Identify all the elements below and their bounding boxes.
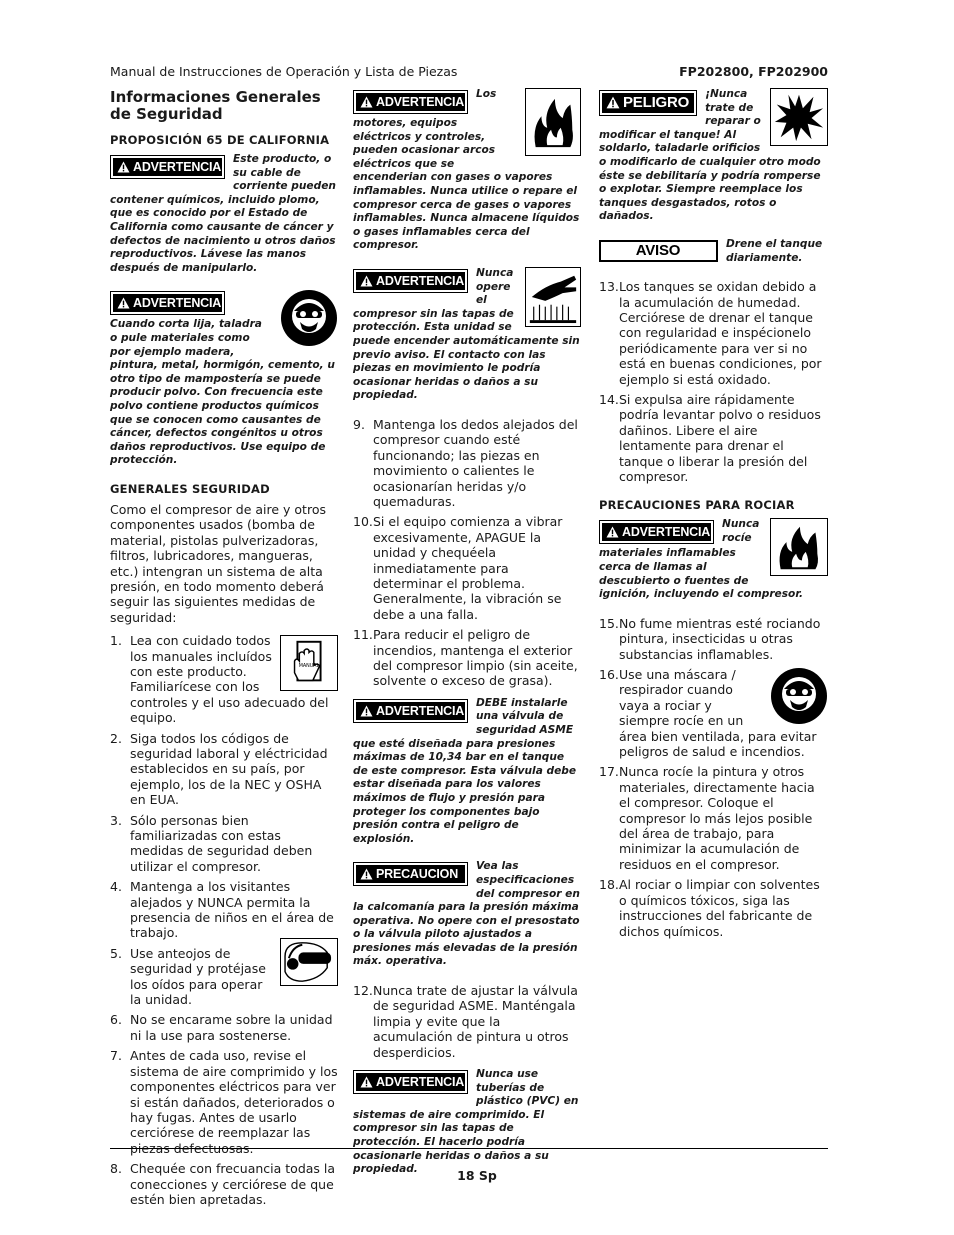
warning-triangle-icon — [360, 705, 373, 717]
item-number: 1. — [110, 633, 122, 649]
advertencia-text: ADVERTENCIA — [376, 273, 465, 288]
list-item — [599, 877, 828, 939]
item-number: 9. — [353, 416, 365, 432]
safety-list-15-18 — [599, 616, 828, 939]
warning-triangle-icon — [360, 275, 373, 287]
caution-specifications — [353, 860, 581, 969]
column-1 — [110, 88, 338, 1215]
general-safety-list — [110, 633, 338, 1207]
list-item — [599, 392, 828, 484]
list-item — [110, 879, 338, 941]
item-number: 15. — [599, 615, 619, 631]
item-text: Para reducir el peligro de incendios, mantenga el exterior del compresor limpio (sin aceite, solvente o exceso de grasa). — [373, 627, 578, 689]
precaucion-text: PRECAUCION — [376, 867, 459, 882]
item-number: 10. — [353, 514, 373, 530]
danger-tank-text: ¡Nunca trate de reparar o modificar el tanque! Al soldarlo, taladarle orificios o modificarlo de cualquier otro modo éste se debilitaría y podría romperse o explotar. Siempre reemplace los tanques desgastados, rotos o dañados. — [599, 88, 821, 223]
item-number: 16. — [599, 667, 619, 682]
list-item — [353, 627, 581, 689]
warning-guards — [353, 267, 581, 403]
list-item — [110, 946, 338, 1008]
item-text: Use una máscara / respirador cuando vaya a rociar y siempre rocíe en un área bien ventilada, para evitar peligros de salud e incendios. — [619, 667, 817, 760]
item-text: Mantenga los dedos alejados del compresor cuando esté funcionando; las piezas en movimiento o calientes le ocasionarían heridas y/o quemaduras. — [373, 416, 578, 509]
item-text: Mantenga a los visitantes alejados y NUNCA permita la presencia de niños en el área de trabajo. — [130, 879, 334, 941]
advertencia-label — [353, 90, 468, 114]
warning-triangle-icon — [360, 868, 373, 880]
read-manual-icon — [280, 635, 338, 691]
danger-tank-modification — [599, 88, 828, 224]
footer-divider — [110, 1148, 828, 1149]
list-item — [110, 813, 338, 875]
column-2 — [353, 88, 581, 1191]
advertencia-text: ADVERTENCIA — [133, 160, 222, 174]
page-header — [110, 64, 828, 82]
advertencia-text: ADVERTENCIA — [133, 296, 222, 311]
item-number: 3. — [110, 812, 122, 828]
section-title: Informaciones Generales de Seguridad — [110, 88, 321, 123]
list-item — [110, 633, 338, 725]
peligro-text: PELIGRO — [623, 94, 690, 111]
advertencia-text: ADVERTENCIA — [376, 1075, 465, 1090]
item-text: Al rociar o limpiar con solventes o químicos tóxicos, siga las instrucciones del fabricante de dichos químicos. — [619, 877, 820, 939]
warning-triangle-icon — [117, 161, 130, 173]
prop65-warning-1-text: Este producto, o su cable de corriente pueden contener químicos, incluido plomo, que es conocido por el Estado de California como causante de cáncer y defectos de nacimiento u otros daños reproductivos. Lávese las manos después de manipularlo. — [110, 153, 336, 274]
prop65-warning-2 — [110, 289, 338, 468]
list-item — [599, 764, 828, 872]
item-number: 11. — [353, 627, 373, 643]
aviso-label — [599, 240, 718, 262]
warning-asme-valve — [353, 697, 581, 847]
respirator-mask-icon — [280, 289, 338, 347]
warning-flammable-vapors — [353, 88, 581, 253]
item-text: No se encarame sobre la unidad ni la use para sostenerse. — [130, 1012, 333, 1043]
list-item — [353, 417, 581, 509]
advertencia-text: ADVERTENCIA — [622, 525, 711, 540]
item-text: Nunca rocíe la pintura y otros materiales, directamente hacia el compresor. Coloque el compresor lo más lejos posible del área de trabajo, para minimizar la acumulación de residuos en el compresor. — [619, 764, 815, 872]
advertencia-label — [110, 291, 225, 315]
item-text: Lea con cuidado todos los manuales incluídos con este producto. Familiarícese con los controles y el uso adecuado del equipo. — [130, 633, 329, 726]
warning-guards-text: Nunca opere el compresor sin las tapas de protección. Esta unidad se puede encender automáticamente sin previo aviso. El contacto con las piezas en movimiento le podría ocasionar heridas o daños a su propiedad. — [353, 266, 580, 402]
manual-icon-text: MANUAL — [298, 663, 320, 669]
prop65-warning-2-text: Cuando corta lija, taladra o pule materiales como por ejemplo madera, pintura, metal, hormigón, cemento, u otro tipo de mampostería se puede producir polvo. Con frecuencia este polvo contiene productos químicos que se conocen como causantes de cáncer, defectos congénitos u otros daños reproductivos. Use equipo de protección. — [110, 318, 335, 467]
hot-surface-hand-icon — [525, 267, 581, 327]
page-number: 18 Sp — [457, 1168, 497, 1183]
caution-specifications-text: Vea las especificaciones del compresor en la calcomanía para la presión máxima operativa. No opere con el presostato o la válvula piloto ajustados a presiones más elevadas de la presión máx. operativa. — [353, 860, 580, 968]
warning-triangle-icon — [606, 526, 619, 538]
list-item — [599, 279, 828, 387]
prop65-warning-1 — [110, 153, 338, 275]
safety-list-13-14 — [599, 279, 828, 484]
fire-icon — [525, 88, 581, 156]
model-numbers: FP202800, FP202900 — [679, 64, 828, 79]
item-text: Si el equipo comienza a vibrar excesivamente, APAGUE la unidad y chequéela inmediatamente para determinar el problema. Generalmente, la vibración se debe a una falla. — [373, 514, 563, 622]
item-number: 18. — [599, 877, 619, 893]
warning-triangle-icon — [360, 96, 373, 108]
advertencia-text: ADVERTENCIA — [376, 95, 465, 109]
item-text: Siga todos los códigos de seguridad laboral y eléctricidad establecidos en su país, por ejemplo, los de la NEC y OSHA en EUA. — [130, 730, 328, 808]
item-text: Use anteojos de seguridad y protéjase los oídos para operar la unidad. — [130, 945, 266, 1008]
list-item — [353, 983, 581, 1060]
list-item — [353, 514, 581, 622]
advertencia-label — [599, 520, 714, 544]
column-3 — [599, 88, 828, 947]
item-text: Nunca trate de ajustar la válvula de seguridad ASME. Manténgala limpia y evite que la acumulación de pintura u otros desperdicios. — [373, 983, 578, 1060]
item-number: 5. — [110, 945, 122, 961]
item-text: No fume mientras esté rociando pintura, insecticidas u otras substancias inflamables. — [619, 615, 821, 662]
item-number: 14. — [599, 391, 619, 407]
list-item — [599, 667, 828, 759]
item-number: 12. — [353, 983, 373, 999]
notice-drain-text: Drene el tanque diariamente. — [726, 237, 823, 264]
warning-asme-valve-text: DEBE instalarle una válvula de seguridad ASME que esté diseñada para presiones máximas de 10,34 bar en el tanque de este compresor. Esta válvula debe estar diseñada para los valores máximos de flujo y presión para proteger los componentes bajo presión contra el peligro de explosión. — [353, 696, 577, 845]
item-text: Si expulsa aire rápidamente podría levantar polvo o residuos dañinos. Libere el aire lentamente para drenar el tanque o liberar la presión del compresor. — [619, 391, 821, 484]
warning-spray-text: Nunca rocíe materiales inflamables cerca de llamas al descubierto o fuentes de ignición, incluyendo el compresor. — [599, 518, 804, 601]
advertencia-label — [110, 155, 225, 179]
item-text: Antes de cada uso, revise el sistema de aire comprimido y los componentes eléctricos para ver si están dañados, deteriorados o hay fugas. Antes de usarlo cerciórese de reemplazar las piezas defectuosas. — [130, 1048, 338, 1156]
warning-triangle-icon — [360, 1076, 373, 1088]
list-item — [110, 1012, 338, 1043]
manual-title: Manual de Instrucciones de Operación y Lista de Piezas — [110, 64, 458, 79]
warning-flammable-vapors-text: Los motores, equipos eléctricos y controles, pueden ocasionar arcos eléctricos que se encenderian con gases o vapores inflamables. Nunca utilice o repare el compresor cerca de gases o vapores inflamables. Nunca almacene líquidos o gases inflamables cerca del compresor. — [353, 88, 580, 252]
item-number: 8. — [110, 1161, 122, 1177]
warning-pvc-text: Nunca use tuberías de plástico (PVC) en sistemas de aire comprimido. El compresor sin las tapas de protección. El hacerlo podría ocasionarle heridas o daños a su propiedad. — [353, 1068, 579, 1176]
fire-icon — [770, 518, 828, 576]
general-heading: GENERALES SEGURIDAD — [110, 481, 270, 496]
explosion-icon — [770, 88, 828, 146]
list-item — [110, 1048, 338, 1156]
list-item — [599, 616, 828, 662]
list-item — [110, 731, 338, 808]
item-number: 17. — [599, 764, 619, 780]
item-text: Sólo personas bien familiarizadas con estas medidas de seguridad deben utilizar el compresor. — [130, 812, 313, 874]
safety-list-9-11 — [353, 417, 581, 689]
item-text: Los tanques se oxidan debido a la acumulación de humedad. Cerciórese de drenar el tanque con regularidad e inspécionelo periódicamente para ver si no está en buenas condiciones, por ejemplo si está oxidado. — [619, 279, 822, 387]
peligro-label — [599, 90, 697, 116]
warning-triangle-icon — [117, 297, 130, 309]
item-number: 13. — [599, 279, 619, 295]
notice-drain-tank — [599, 238, 828, 265]
advertencia-text: ADVERTENCIA — [376, 703, 465, 718]
aviso-text: AVISO — [601, 242, 716, 260]
warning-pvc — [353, 1068, 581, 1177]
safety-glasses-ear-protection-icon — [280, 938, 338, 986]
respirator-mask-icon — [770, 667, 828, 725]
safety-list-12 — [353, 983, 581, 1060]
spray-heading: PRECAUCIONES PARA ROCIAR — [599, 498, 795, 513]
advertencia-label — [353, 699, 468, 723]
advertencia-label — [353, 1070, 468, 1094]
prop65-heading: PROPOSICIÓN 65 DE CALIFORNIA — [110, 133, 330, 147]
item-number: 7. — [110, 1048, 122, 1064]
warning-triangle-icon — [606, 96, 620, 109]
item-text: Chequée con frecuancia todas la conecciones y cerciórese de que estén bien apretadas. — [130, 1161, 336, 1207]
item-number: 4. — [110, 879, 122, 895]
precaucion-label — [353, 862, 468, 886]
advertencia-label — [353, 269, 468, 293]
warning-spray-flames — [599, 518, 828, 601]
item-number: 2. — [110, 730, 122, 746]
item-number: 6. — [110, 1012, 122, 1028]
general-intro: Como el compresor de aire y otros componentes usados (bomba de material, pistolas pulverizadoras, filtros, lubricadores, mangueras, etc.) intengran un sistema de alta presión, en todo momento deberá seguir las siguientes medidas de seguridad: — [110, 501, 326, 625]
